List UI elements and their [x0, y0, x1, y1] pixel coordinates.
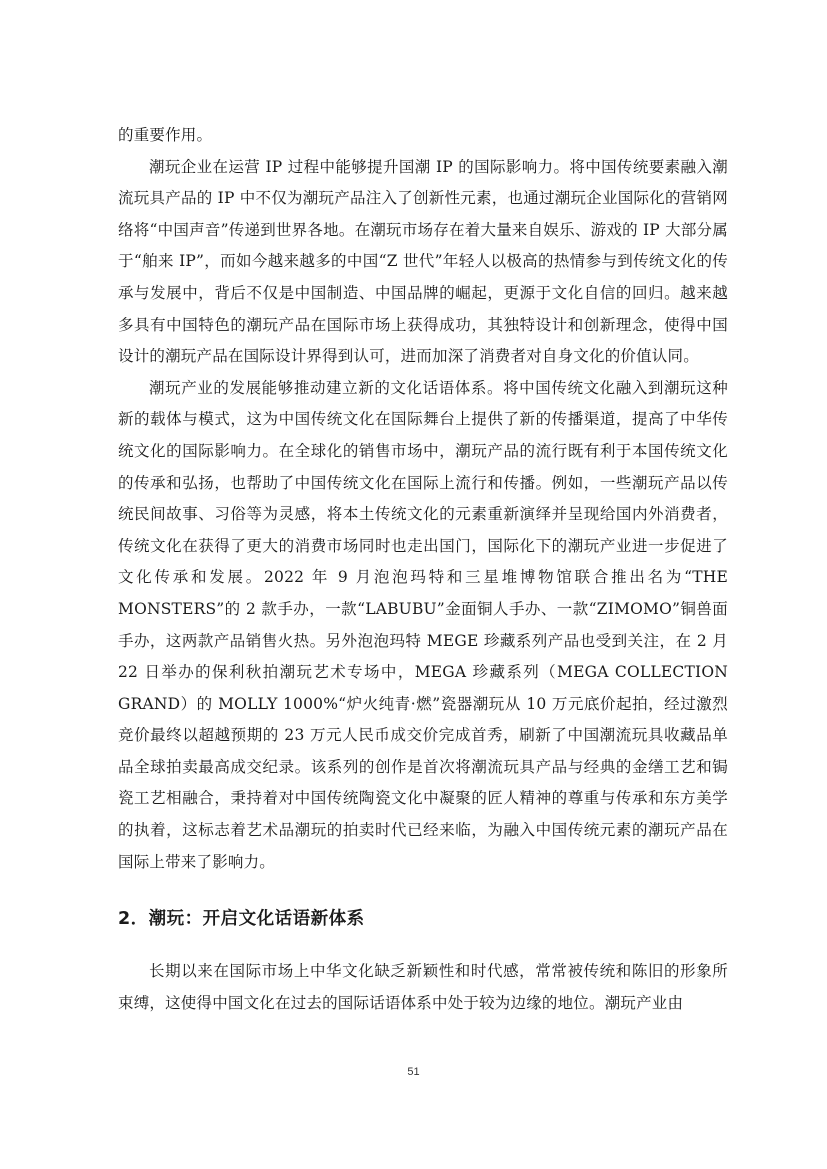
section-heading: 2．潮玩：开启文化话语新体系	[118, 909, 365, 930]
paragraph-continuation: 的重要作用。	[118, 126, 213, 144]
paragraph-cultural-discourse: 潮玩产业的发展能够推动建立新的文化话语体系。将中国传统文化融入到潮玩这种新的载体与模式，这为中国传统文化在国际舞台上提供了新的传播渠道，提高了中华传统文化的国际影响力。在全球化的销售市场中，潮玩产品的流行既有利于本国传统文化的传承和弘扬，也帮助了中国传统文化在国际上流行和传播。例如，一些潮玩产品以传统民间故事、习俗等为灵感，将本土传统文化的元素重新演绎并呈现给国内外消费者，传统文化在获得了更大的消费市场同时也走出国门，国际化下的潮玩产业进一步促进了文化传承和发展。2022 年 9 月泡泡玛特和三星堆博物馆联合推出名为“THE MONSTERS”的 2 款手办，一款“LABUBU”金面铜人手办、一款“ZIMOMO”铜兽面手办，这两款产品销售火热。另外泡泡玛特 MEGE 珍藏系列产品也受到关注，在 2 月 22 日举办的保利秋拍潮玩艺术专场中，MEGA 珍藏系列（MEGA COLLECTION GRAND）的 MOLLY 1000%“炉火纯青·燃”瓷器潮玩从 10 万元底价起拍，经过激烈竞价最终以超越预期的 23 万元人民币成交价完成首秀，刷新了中国潮流玩具收藏品单品全球拍卖最高成交纪录。该系列的创作是首次将潮流玩具产品与经典的金缮工艺和锔瓷工艺相融合，秉持着对中国传统陶瓷文化中凝聚的匠人精神的尊重与传承和东方美学的执着，这标志着艺术品潮玩的拍卖时代已经来临，为融入中国传统元素的潮玩产品在国际上带来了影响力。	[118, 378, 728, 871]
paragraph-section-intro: 长期以来在国际市场上中华文化缺乏新颖性和时代感，常常被传统和陈旧的形象所束缚，这使得中国文化在过去的国际话语体系中处于较为边缘的地位。潮玩产业由	[118, 962, 728, 1012]
paragraph-ip-influence: 潮玩企业在运营 IP 过程中能够提升国潮 IP 的国际影响力。将中国传统要素融入潮流玩具产品的 IP 中不仅为潮玩产品注入了创新性元素，也通过潮玩企业国际化的营销网络将“中国声音”传递到世界各地。在潮玩市场存在着大量来自娱乐、游戏的 IP 大部分属于“舶来 IP”，而如今越来越多的中国“Z 世代”年轻人以极高的热情参与到传统文化的传承与发展中，背后不仅是中国制造、中国品牌的崛起，更源于文化自信的回归。越来越多具有中国特色的潮玩产品在国际市场上获得成功，其独特设计和创新理念，使得中国设计的潮玩产品在国际设计界得到认可，进而加深了消费者对自身文化的价值认同。	[118, 157, 728, 366]
page-number: 51	[407, 1066, 420, 1078]
page-body	[118, 120, 728, 1019]
